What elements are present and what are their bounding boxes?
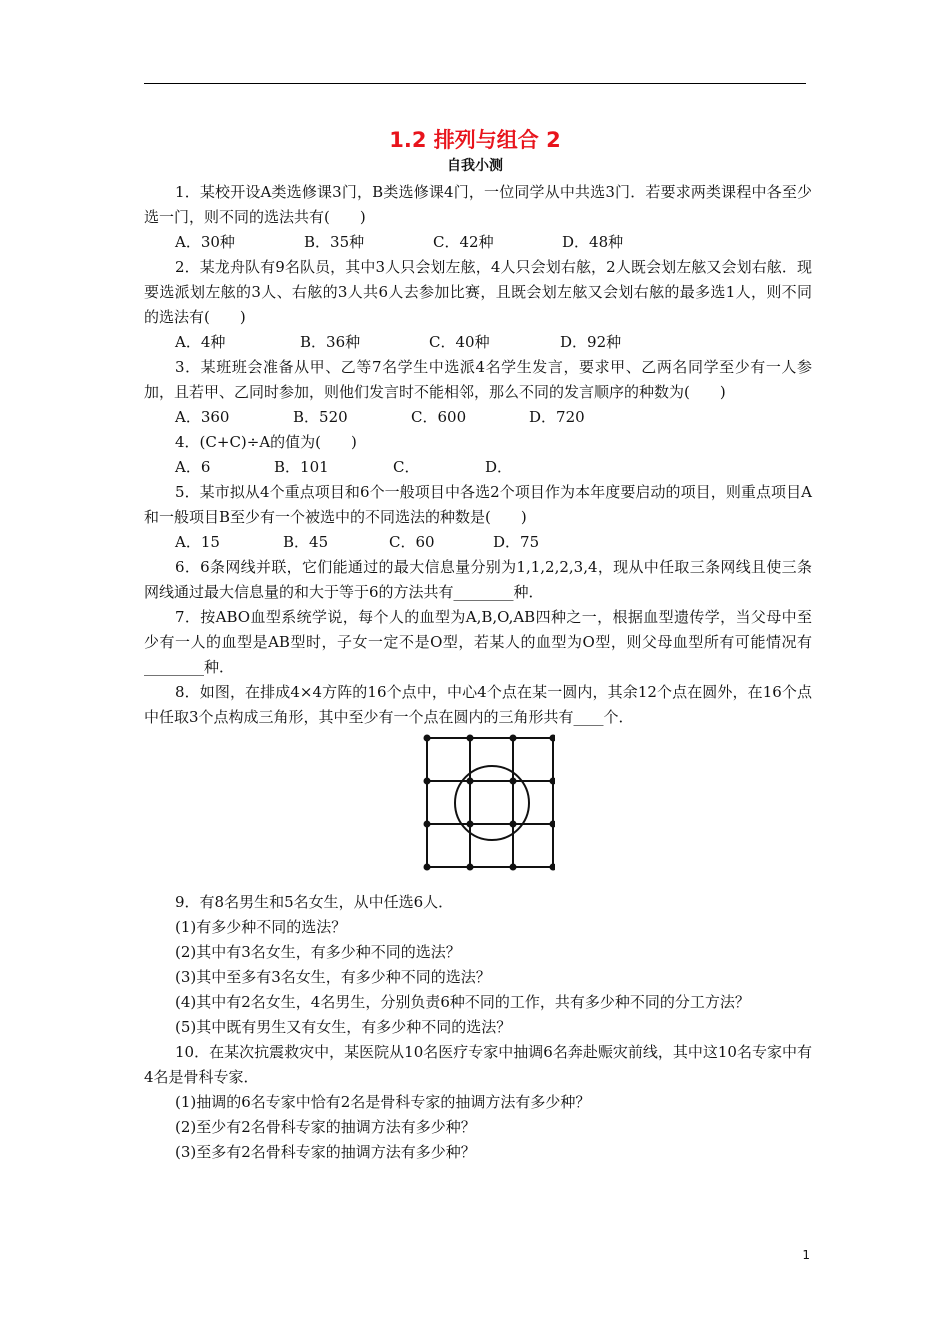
- header-rule: [144, 83, 806, 84]
- dot-grid-diagram: [423, 730, 555, 882]
- question-10-text: 10．在某次抗震救灾中，某医院从10名医疗专家中抽调6名奔赴赈灾前线，其中这10名专家中有4名是骨科专家．: [144, 1043, 812, 1086]
- option-b: B．101: [274, 458, 329, 476]
- option-c: C．40种: [429, 333, 490, 351]
- option-b: B．45: [283, 533, 329, 551]
- question-7-text: 7．按ABO血型系统学说，每个人的血型为A,B,O,AB四种之一，根据血型遗传学，当父母中至少有一人的血型是AB型时，子女一定不是O型，若某人的血型为O型，则父母血型所有可能情况有________种．: [144, 608, 812, 676]
- question-9-part-1: (1)有多少种不同的选法？: [175, 918, 347, 936]
- option-d: D．720: [529, 408, 585, 426]
- option-c: C．600: [411, 408, 467, 426]
- option-d: D．: [485, 458, 513, 476]
- option-c: C．: [393, 458, 420, 476]
- grid-circle-figure: [144, 730, 812, 890]
- section-subtitle: 自我小测: [447, 158, 503, 174]
- question-2-options: [144, 330, 812, 355]
- question-9-part-3: (3)其中至多有3名女生，有多少种不同的选法？: [175, 968, 491, 986]
- question-6-text: 6．6条网线并联，它们能通过的最大信息量分别为1,1,2,2,3,4，现从中任取三条网线且使三条网线通过最大信息量的和大于等于6的方法共有________种．: [144, 558, 812, 601]
- page-number: 1: [802, 1248, 810, 1262]
- question-2-text: 2．某龙舟队有9名队员，其中3人只会划左舷，4人只会划右舷，2人既会划左舷又会划右舷．现要选派划左舷的3人、右舷的3人共6人去参加比赛，且既会划左舷又会划右舷的最多选1人，则不同的选法有( ): [144, 258, 812, 326]
- option-c: C．60: [389, 533, 435, 551]
- question-9-part-5: (5)其中既有男生又有女生，有多少种不同的选法？: [175, 1018, 512, 1036]
- question-10-part-2: (2)至少有2名骨科专家的抽调方法有多少种？: [175, 1118, 476, 1136]
- option-b: B．36种: [300, 333, 361, 351]
- question-4-text: 4．(C+C)÷A的值为( ): [175, 433, 357, 451]
- question-5-options: [144, 530, 812, 555]
- question-1-options: [144, 230, 812, 255]
- option-a: A．6: [175, 458, 211, 476]
- question-4-options: [144, 455, 812, 480]
- option-d: D．75: [493, 533, 540, 551]
- option-a: A．360: [175, 408, 230, 426]
- page-title: 1.2 排列与组合 2: [389, 128, 561, 152]
- option-a: A．30种: [175, 233, 235, 251]
- question-3-options: [144, 405, 812, 430]
- question-1-text: 1．某校开设A类选修课3门，B类选修课4门，一位同学从中共选3门．若要求两类课程中各至少选一门，则不同的选法共有( ): [144, 183, 812, 226]
- question-5-text: 5．某市拟从4个重点项目和6个一般项目中各选2个项目作为本年度要启动的项目，则重点项目A和一般项目B至少有一个被选中的不同选法的种数是( ): [144, 483, 812, 526]
- option-d: D．48种: [562, 233, 624, 251]
- option-c: C．42种: [433, 233, 494, 251]
- question-9-part-4: (4)其中有2名女生，4名男生，分别负责6种不同的工作，共有多少种不同的分工方法？: [175, 993, 750, 1011]
- question-3-text: 3．某班班会准备从甲、乙等7名学生中选派4名学生发言，要求甲、乙两名同学至少有一人参加，且若甲、乙同时参加，则他们发言时不能相邻，那么不同的发言顺序的种数为( ): [144, 358, 812, 401]
- option-d: D．92种: [560, 333, 622, 351]
- option-b: B．35种: [304, 233, 365, 251]
- option-a: A．15: [175, 533, 220, 551]
- option-b: B．520: [293, 408, 348, 426]
- question-9-part-2: (2)其中有3名女生，有多少种不同的选法？: [175, 943, 461, 961]
- question-8-text: 8．如图，在排成4×4方阵的16个点中，中心4个点在某一圆内，其余12个点在圆外，在16个点中任取3个点构成三角形，其中至少有一个点在圆内的三角形共有____个．: [144, 683, 812, 726]
- question-10-part-1: (1)抽调的6名专家中恰有2名是骨科专家的抽调方法有多少种？: [175, 1093, 591, 1111]
- question-10-part-3: (3)至多有2名骨科专家的抽调方法有多少种？: [175, 1143, 476, 1161]
- question-list: [144, 180, 812, 1165]
- option-a: A．4种: [175, 333, 226, 351]
- question-9-text: 9．有8名男生和5名女生，从中任选6人．: [175, 893, 454, 911]
